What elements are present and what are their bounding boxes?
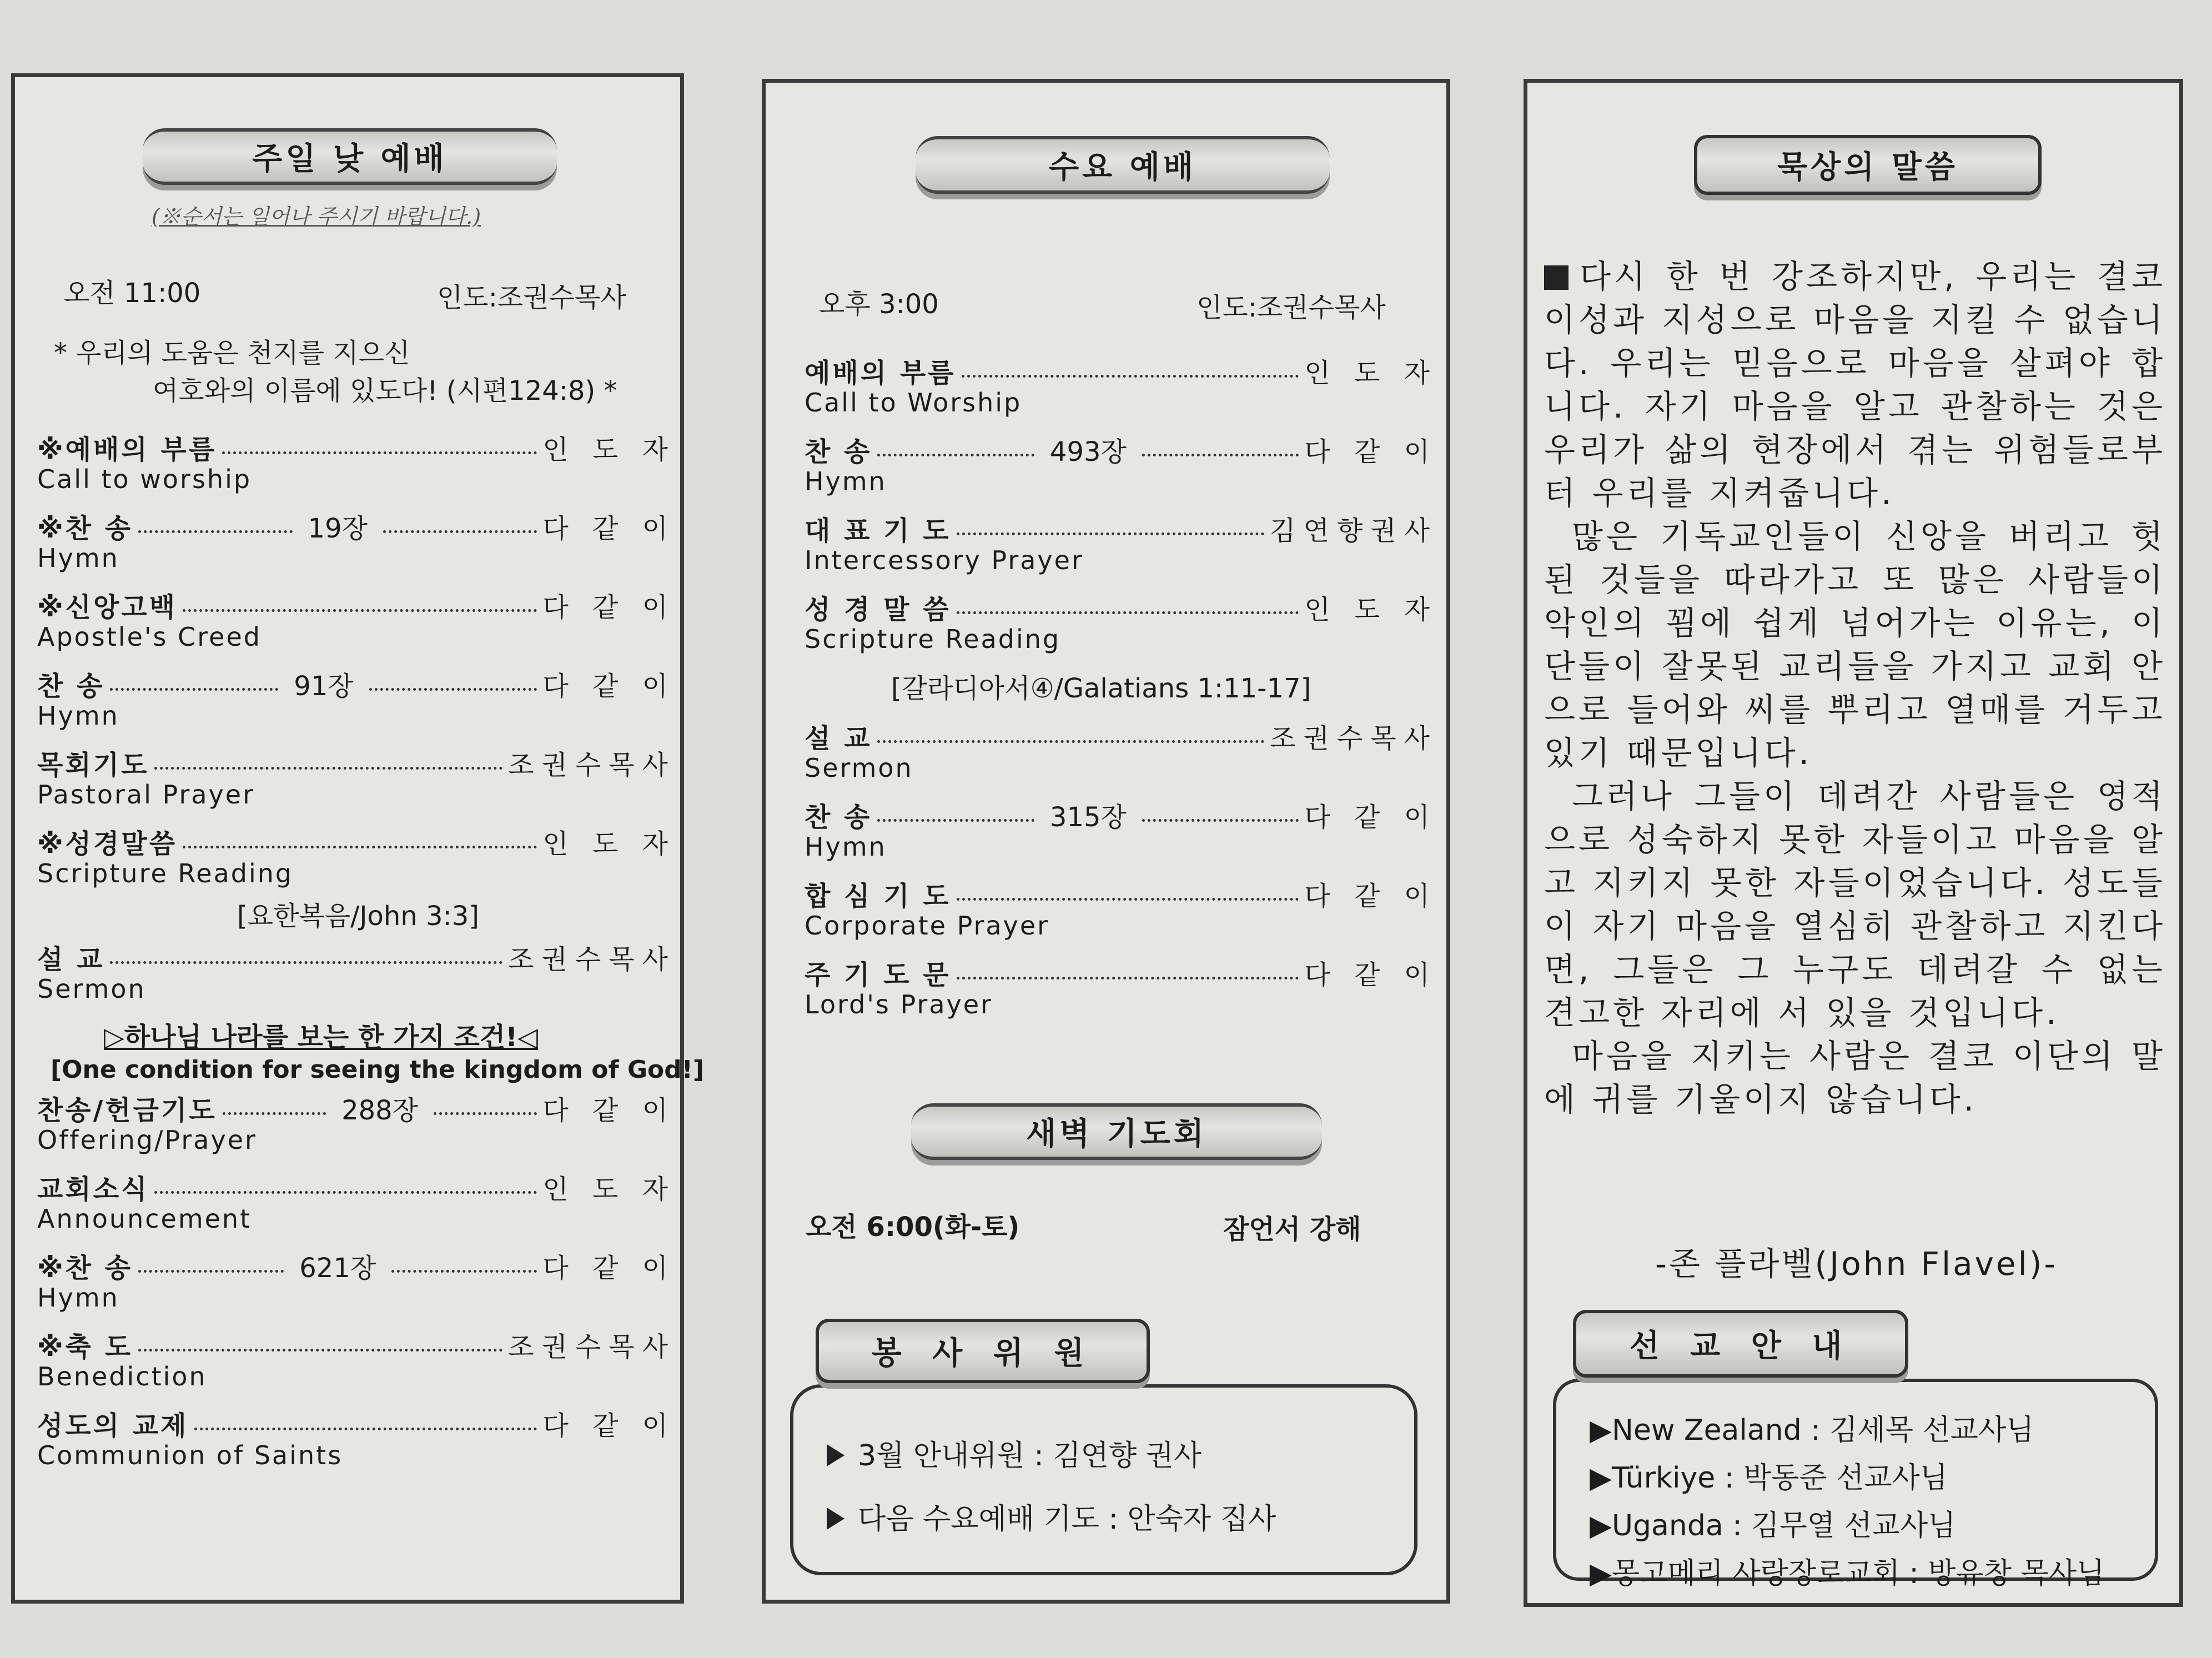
wednesday-leader: 인도:조권수목사 (1197, 292, 1386, 323)
order-item: 목회기도 조권수목사 Pastoral Prayer (37, 750, 676, 810)
wednesday-scripture-ref: [갈라디아서④/Galatians 1:11-17] (891, 673, 1311, 704)
order-item: ※축 도 조권수목사 Benediction (37, 1332, 676, 1391)
meditation-text: 다시 한 번 강조하지만, 우리는 결코 이성과 지성으로 마음을 지킬 수 없습니다. 우리는 믿음으로 마음을 살펴야 합니다. 자기 마음을 알고 관찰하는 것은 우리가 삶의 현장에서 겪는 위험들로부터 우리를 지켜줍니다. 많은 기독교인들이 신앙을 버리고 헛된 것들을 따라가고 또 많은 사람들이 악인의 꾐에 쉽게 넘어가는 이유는, 이단들이 잘못된 교리들을 가지고 교회 안으로 들어와 씨를 뿌리고 열매를 거두고 있기 때문입니다. 그러나 그들이 데려간 사람들은 영적으로 성숙하지 못한 자들이고 마음을 알고 지키지 못한 자들이었습니다. 성도들이 자기 마음을 열심히 관찰하고 지킨다면, 그들은 그 누구도 데려갈 수 없는 견고한 자리에 서 있을 것입니다. 마음을 지키는 사람은 결코 이단의 말에 귀를 기울이지 않습니다. (1544, 258, 2166, 1118)
order-item: 찬 송 91장 다 같 이 Hymn (37, 671, 676, 731)
order-item: 찬 송 493장 다 같 이 Hymn (805, 436, 1438, 496)
wednesday-service-panel (762, 79, 1450, 1604)
sermon-title-en: [One condition for seeing the kingdom of God!] (51, 1056, 704, 1084)
volunteer-item: 3월 안내위원 : 김연향 권사 (827, 1432, 1201, 1474)
order-item: ※신앙고백 다 같 이 Apostle's Creed (37, 592, 676, 652)
square-bullet-icon (1544, 265, 1568, 290)
wednesday-time: 오후 3:00 (819, 289, 939, 320)
triangle-bullet-icon (827, 1444, 844, 1466)
order-item: 설 교 조권수목사 Sermon (37, 944, 676, 1004)
wednesday-title: 수요 예배 (916, 136, 1330, 194)
meditation-panel (1524, 79, 2183, 1607)
order-item: ※성경말씀 인 도 자 Scripture Reading (37, 828, 676, 888)
order-item: ※찬 송 19장 다 같 이 Hymn (37, 513, 676, 573)
volunteers-box (790, 1384, 1417, 1575)
standing-note: (※순서는 일어나 주시기 바랍니다.) (152, 204, 481, 229)
order-item: 합 심 기 도 다 같 이 Corporate Prayer (805, 881, 1437, 941)
missions-title: 선 교 안 내 (1573, 1310, 1908, 1378)
volunteers-title: 봉 사 위 원 (816, 1319, 1150, 1383)
sermon-title: ▷하나님 나라를 보는 한 가지 조건!◁ (104, 1022, 539, 1053)
dawn-title: 새벽 기도회 (911, 1103, 1322, 1160)
mission-item: ▶New Zealand : 김세목 선교사님 (1590, 1414, 2034, 1447)
mission-item: ▶Uganda : 김무열 선교사님 (1590, 1509, 1956, 1543)
sunday-scripture-ref: [요한복음/John 3:3] (237, 901, 479, 932)
order-item: 성 경 말 씀 인 도 자 Scripture Reading (805, 594, 1437, 654)
sunday-leader: 인도:조권수목사 (437, 282, 626, 313)
volunteer-item: 다음 수요예배 기도 : 안숙자 집사 (827, 1495, 1276, 1537)
order-item: 찬송/헌금기도 288장 다 같 이 Offering/Prayer (37, 1095, 676, 1155)
order-item: 교회소식 인 도 자 Announcement (37, 1174, 676, 1234)
order-item: ※예배의 부름 인 도 자 Call to worship (37, 434, 676, 494)
order-item: 주 기 도 문 다 같 이 Lord's Prayer (805, 959, 1437, 1019)
triangle-bullet-icon (827, 1508, 844, 1530)
sunday-verse-line1: * 우리의 도움은 천지를 지으신 (54, 338, 410, 369)
order-item: 성도의 교제 다 같 이 Communion of Saints (37, 1410, 676, 1470)
order-item: ※찬 송 621장 다 같 이 Hymn (37, 1253, 676, 1313)
dawn-time: 오전 6:00(화-토) (806, 1212, 1020, 1243)
mission-item: ▶몽고메리 사랑장로교회 : 방유창 목사님 (1590, 1557, 2105, 1590)
meditation-title: 묵상의 말씀 (1694, 135, 2042, 195)
mission-item: ▶Türkiye : 박동준 선교사님 (1590, 1461, 1948, 1495)
dawn-content: 잠언서 강해 (1223, 1214, 1361, 1245)
order-item: 예배의 부름 인 도 자 Call to Worship (805, 358, 1437, 418)
sunday-service-panel (11, 73, 704, 1604)
sunday-time: 오전 11:00 (64, 278, 201, 309)
order-item: 설 교 조권수목사 Sermon (805, 723, 1437, 783)
meditation-author: -존 플라벨(John Flavel)- (1655, 1245, 2058, 1283)
sunday-title: 주일 낮 예배 (143, 128, 557, 185)
order-item: 찬 송 315장 다 같 이 Hymn (805, 802, 1438, 862)
sunday-verse-line2: 여호와의 이름에 있도다! (시편124:8) * (153, 375, 617, 406)
order-item: 대 표 기 도 김연향권사 Intercessory Prayer (805, 515, 1437, 575)
